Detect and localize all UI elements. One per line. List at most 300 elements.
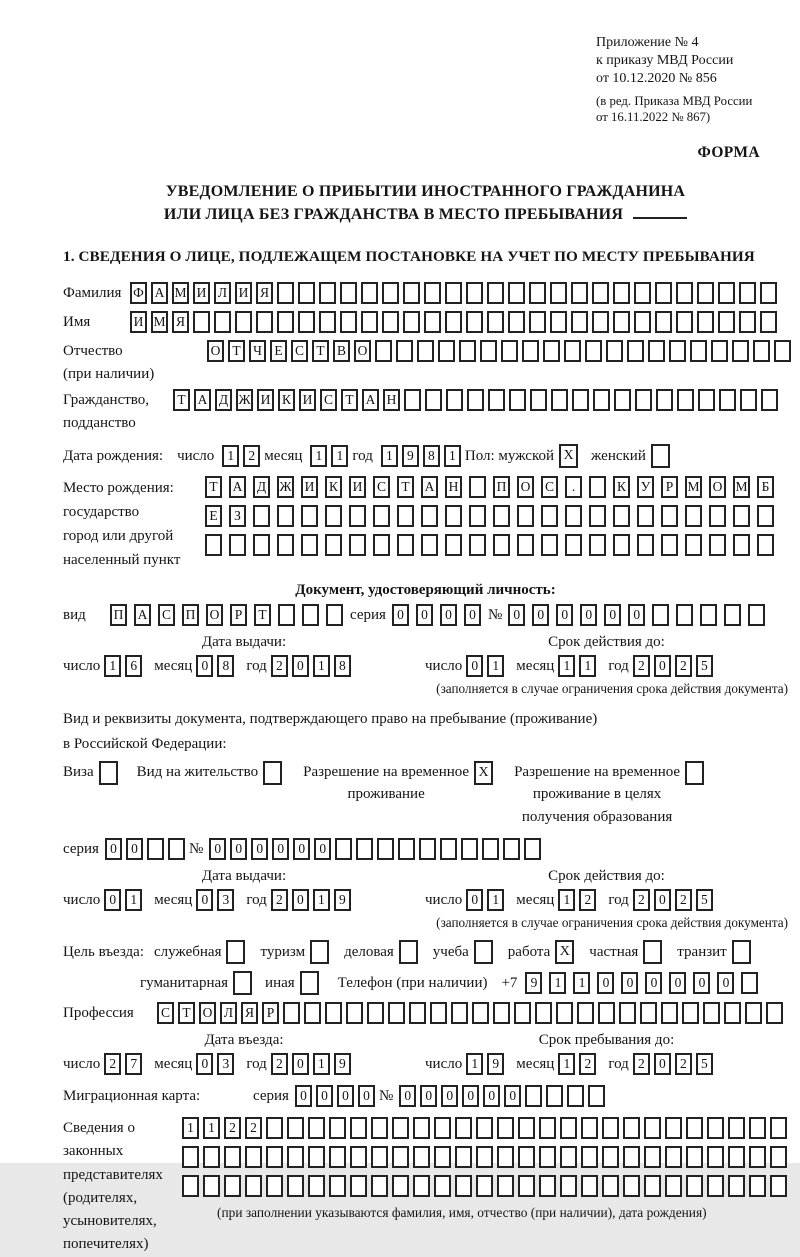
char-cell[interactable]	[392, 1175, 409, 1197]
char-cell[interactable]	[503, 838, 520, 860]
char-cell[interactable]	[613, 282, 630, 304]
char-cell[interactable]	[509, 389, 526, 411]
char-cell[interactable]	[770, 1175, 787, 1197]
char-cell[interactable]	[686, 1175, 703, 1197]
char-cell[interactable]	[451, 1002, 468, 1024]
char-cell[interactable]: О	[207, 340, 224, 362]
char-cell[interactable]: 6	[125, 655, 142, 677]
purpose-work-checkbox[interactable]: X	[555, 940, 574, 964]
char-cell[interactable]	[518, 1146, 535, 1168]
char-cell[interactable]	[728, 1117, 745, 1139]
char-cell[interactable]: И	[130, 311, 147, 333]
char-cell[interactable]: 0	[532, 604, 549, 626]
char-cell[interactable]	[606, 340, 623, 362]
char-cell[interactable]: 1	[310, 445, 327, 467]
char-cell[interactable]	[325, 1002, 342, 1024]
char-cell[interactable]	[440, 838, 457, 860]
char-cell[interactable]	[514, 1002, 531, 1024]
char-cell[interactable]: Д	[253, 476, 270, 498]
char-cell[interactable]: С	[291, 340, 308, 362]
char-cell[interactable]: Л	[220, 1002, 237, 1024]
char-cell[interactable]	[669, 340, 686, 362]
char-cell[interactable]: 0	[105, 838, 122, 860]
char-cell[interactable]	[421, 505, 438, 527]
char-cell[interactable]	[733, 534, 750, 556]
char-cell[interactable]	[392, 1146, 409, 1168]
char-cell[interactable]	[430, 1002, 447, 1024]
char-cell[interactable]	[377, 838, 394, 860]
char-cell[interactable]	[346, 1002, 363, 1024]
char-cell[interactable]	[445, 311, 462, 333]
char-cell[interactable]	[373, 534, 390, 556]
char-cell[interactable]	[697, 311, 714, 333]
char-cell[interactable]: 0	[604, 604, 621, 626]
char-cell[interactable]	[182, 1175, 199, 1197]
char-cell[interactable]	[340, 282, 357, 304]
char-cell[interactable]	[205, 534, 222, 556]
char-cell[interactable]: 1	[444, 445, 461, 467]
char-cell[interactable]	[298, 282, 315, 304]
char-cell[interactable]	[203, 1146, 220, 1168]
char-cell[interactable]	[301, 505, 318, 527]
char-cell[interactable]: Т	[312, 340, 329, 362]
char-cell[interactable]	[501, 340, 518, 362]
char-cell[interactable]	[560, 1175, 577, 1197]
char-cell[interactable]	[686, 1146, 703, 1168]
char-cell[interactable]	[382, 311, 399, 333]
char-cell[interactable]	[445, 534, 462, 556]
char-cell[interactable]	[757, 534, 774, 556]
char-cell[interactable]: Н	[383, 389, 400, 411]
char-cell[interactable]: 8	[217, 655, 234, 677]
sex-female-checkbox[interactable]	[651, 444, 670, 468]
char-cell[interactable]: 0	[669, 972, 686, 994]
char-cell[interactable]: М	[172, 282, 189, 304]
char-cell[interactable]	[476, 1117, 493, 1139]
char-cell[interactable]: 0	[392, 604, 409, 626]
char-cell[interactable]	[382, 282, 399, 304]
char-cell[interactable]	[147, 838, 164, 860]
char-cell[interactable]: О	[199, 1002, 216, 1024]
char-cell[interactable]: Е	[270, 340, 287, 362]
char-cell[interactable]	[749, 1146, 766, 1168]
char-cell[interactable]: 1	[331, 445, 348, 467]
char-cell[interactable]	[613, 505, 630, 527]
char-cell[interactable]: 0	[104, 889, 121, 911]
char-cell[interactable]	[340, 311, 357, 333]
char-cell[interactable]: Т	[254, 604, 271, 626]
char-cell[interactable]: Д	[215, 389, 232, 411]
char-cell[interactable]	[277, 534, 294, 556]
char-cell[interactable]: 0	[292, 889, 309, 911]
char-cell[interactable]	[397, 534, 414, 556]
char-cell[interactable]	[760, 282, 777, 304]
char-cell[interactable]	[461, 838, 478, 860]
char-cell[interactable]	[682, 1002, 699, 1024]
char-cell[interactable]	[703, 1002, 720, 1024]
char-cell[interactable]: М	[733, 476, 750, 498]
char-cell[interactable]	[403, 311, 420, 333]
char-cell[interactable]	[319, 311, 336, 333]
char-cell[interactable]	[404, 389, 421, 411]
char-cell[interactable]	[700, 604, 717, 626]
char-cell[interactable]: 2	[675, 889, 692, 911]
char-cell[interactable]: М	[685, 476, 702, 498]
char-cell[interactable]	[469, 534, 486, 556]
char-cell[interactable]: 5	[696, 655, 713, 677]
char-cell[interactable]: 0	[196, 655, 213, 677]
char-cell[interactable]: Ф	[130, 282, 147, 304]
char-cell[interactable]	[593, 389, 610, 411]
char-cell[interactable]	[302, 604, 319, 626]
char-cell[interactable]	[619, 1002, 636, 1024]
purpose-official-checkbox[interactable]	[226, 940, 245, 964]
char-cell[interactable]	[329, 1175, 346, 1197]
char-cell[interactable]	[644, 1117, 661, 1139]
char-cell[interactable]	[266, 1146, 283, 1168]
char-cell[interactable]: 2	[271, 1053, 288, 1075]
char-cell[interactable]: 0	[654, 1053, 671, 1075]
char-cell[interactable]: 0	[645, 972, 662, 994]
char-cell[interactable]	[585, 340, 602, 362]
char-cell[interactable]	[287, 1146, 304, 1168]
char-cell[interactable]: 9	[334, 1053, 351, 1075]
char-cell[interactable]: У	[637, 476, 654, 498]
char-cell[interactable]: А	[362, 389, 379, 411]
char-cell[interactable]: И	[349, 476, 366, 498]
char-cell[interactable]: А	[194, 389, 211, 411]
char-cell[interactable]: И	[301, 476, 318, 498]
char-cell[interactable]	[424, 311, 441, 333]
char-cell[interactable]: 2	[245, 1117, 262, 1139]
char-cell[interactable]	[467, 389, 484, 411]
char-cell[interactable]	[739, 282, 756, 304]
char-cell[interactable]	[497, 1175, 514, 1197]
char-cell[interactable]	[493, 534, 510, 556]
char-cell[interactable]: 0	[293, 838, 310, 860]
char-cell[interactable]	[565, 505, 582, 527]
char-cell[interactable]: Ж	[236, 389, 253, 411]
char-cell[interactable]	[371, 1117, 388, 1139]
char-cell[interactable]: Р	[262, 1002, 279, 1024]
char-cell[interactable]: Р	[230, 604, 247, 626]
char-cell[interactable]	[627, 340, 644, 362]
char-cell[interactable]	[592, 282, 609, 304]
char-cell[interactable]	[455, 1146, 472, 1168]
char-cell[interactable]	[224, 1175, 241, 1197]
char-cell[interactable]: 0	[628, 604, 645, 626]
char-cell[interactable]	[253, 534, 270, 556]
char-cell[interactable]	[560, 1117, 577, 1139]
char-cell[interactable]	[644, 1146, 661, 1168]
char-cell[interactable]: 2	[633, 1053, 650, 1075]
char-cell[interactable]	[637, 534, 654, 556]
char-cell[interactable]	[550, 311, 567, 333]
char-cell[interactable]	[396, 340, 413, 362]
char-cell[interactable]	[749, 1175, 766, 1197]
char-cell[interactable]	[398, 838, 415, 860]
char-cell[interactable]	[644, 1175, 661, 1197]
char-cell[interactable]	[256, 311, 273, 333]
char-cell[interactable]	[661, 505, 678, 527]
char-cell[interactable]	[524, 838, 541, 860]
char-cell[interactable]	[329, 1146, 346, 1168]
char-cell[interactable]	[413, 1146, 430, 1168]
char-cell[interactable]	[539, 1146, 556, 1168]
char-cell[interactable]: 1	[313, 655, 330, 677]
char-cell[interactable]	[350, 1175, 367, 1197]
char-cell[interactable]: 0	[251, 838, 268, 860]
char-cell[interactable]	[661, 534, 678, 556]
char-cell[interactable]	[698, 389, 715, 411]
char-cell[interactable]	[719, 389, 736, 411]
char-cell[interactable]	[707, 1175, 724, 1197]
char-cell[interactable]: О	[354, 340, 371, 362]
char-cell[interactable]	[308, 1117, 325, 1139]
char-cell[interactable]	[493, 505, 510, 527]
char-cell[interactable]: С	[373, 476, 390, 498]
char-cell[interactable]	[592, 311, 609, 333]
char-cell[interactable]	[397, 505, 414, 527]
char-cell[interactable]: 0	[314, 838, 331, 860]
char-cell[interactable]	[749, 1117, 766, 1139]
char-cell[interactable]	[424, 282, 441, 304]
char-cell[interactable]	[445, 505, 462, 527]
char-cell[interactable]	[518, 1175, 535, 1197]
char-cell[interactable]	[589, 534, 606, 556]
char-cell[interactable]	[419, 838, 436, 860]
char-cell[interactable]	[434, 1146, 451, 1168]
char-cell[interactable]: 0	[441, 1085, 458, 1107]
char-cell[interactable]	[287, 1175, 304, 1197]
char-cell[interactable]	[577, 1002, 594, 1024]
char-cell[interactable]	[409, 1002, 426, 1024]
char-cell[interactable]	[253, 505, 270, 527]
char-cell[interactable]: Л	[214, 282, 231, 304]
char-cell[interactable]	[417, 340, 434, 362]
char-cell[interactable]: В	[333, 340, 350, 362]
char-cell[interactable]	[602, 1117, 619, 1139]
char-cell[interactable]	[361, 311, 378, 333]
char-cell[interactable]: С	[157, 1002, 174, 1024]
char-cell[interactable]	[214, 311, 231, 333]
char-cell[interactable]	[455, 1175, 472, 1197]
char-cell[interactable]: 1	[125, 889, 142, 911]
char-cell[interactable]	[373, 505, 390, 527]
char-cell[interactable]	[508, 282, 525, 304]
residence-permit-checkbox[interactable]	[263, 761, 282, 785]
char-cell[interactable]	[229, 534, 246, 556]
char-cell[interactable]	[623, 1117, 640, 1139]
char-cell[interactable]: 0	[316, 1085, 333, 1107]
purpose-transit-checkbox[interactable]	[732, 940, 751, 964]
char-cell[interactable]	[168, 838, 185, 860]
char-cell[interactable]	[655, 282, 672, 304]
char-cell[interactable]: Ж	[277, 476, 294, 498]
char-cell[interactable]	[539, 1117, 556, 1139]
char-cell[interactable]: Т	[397, 476, 414, 498]
char-cell[interactable]: 0	[126, 838, 143, 860]
char-cell[interactable]	[283, 1002, 300, 1024]
char-cell[interactable]	[413, 1175, 430, 1197]
char-cell[interactable]	[770, 1117, 787, 1139]
char-cell[interactable]	[541, 534, 558, 556]
char-cell[interactable]	[349, 505, 366, 527]
char-cell[interactable]	[685, 534, 702, 556]
char-cell[interactable]	[466, 311, 483, 333]
char-cell[interactable]: З	[229, 505, 246, 527]
char-cell[interactable]	[623, 1146, 640, 1168]
char-cell[interactable]	[361, 282, 378, 304]
char-cell[interactable]	[434, 1117, 451, 1139]
char-cell[interactable]: 0	[693, 972, 710, 994]
char-cell[interactable]: К	[325, 476, 342, 498]
char-cell[interactable]: Р	[661, 476, 678, 498]
char-cell[interactable]	[588, 1085, 605, 1107]
char-cell[interactable]	[572, 389, 589, 411]
char-cell[interactable]	[602, 1175, 619, 1197]
char-cell[interactable]	[375, 340, 392, 362]
char-cell[interactable]	[277, 311, 294, 333]
char-cell[interactable]	[329, 1117, 346, 1139]
char-cell[interactable]: 0	[358, 1085, 375, 1107]
char-cell[interactable]: 8	[334, 655, 351, 677]
char-cell[interactable]	[602, 1146, 619, 1168]
char-cell[interactable]	[529, 282, 546, 304]
char-cell[interactable]	[455, 1117, 472, 1139]
char-cell[interactable]: 9	[402, 445, 419, 467]
char-cell[interactable]	[665, 1175, 682, 1197]
char-cell[interactable]	[677, 389, 694, 411]
purpose-humanitarian-checkbox[interactable]	[233, 971, 252, 995]
char-cell[interactable]	[517, 534, 534, 556]
char-cell[interactable]: И	[235, 282, 252, 304]
char-cell[interactable]	[413, 1117, 430, 1139]
char-cell[interactable]: 2	[579, 889, 596, 911]
char-cell[interactable]: 0	[654, 655, 671, 677]
char-cell[interactable]	[634, 311, 651, 333]
char-cell[interactable]	[403, 282, 420, 304]
char-cell[interactable]: С	[320, 389, 337, 411]
char-cell[interactable]: 0	[466, 889, 483, 911]
char-cell[interactable]	[356, 838, 373, 860]
char-cell[interactable]	[319, 282, 336, 304]
char-cell[interactable]: 8	[423, 445, 440, 467]
char-cell[interactable]	[517, 505, 534, 527]
char-cell[interactable]	[476, 1175, 493, 1197]
char-cell[interactable]	[350, 1117, 367, 1139]
char-cell[interactable]	[301, 534, 318, 556]
char-cell[interactable]	[685, 505, 702, 527]
char-cell[interactable]: 1	[573, 972, 590, 994]
char-cell[interactable]	[748, 604, 765, 626]
char-cell[interactable]: 1	[466, 1053, 483, 1075]
char-cell[interactable]	[718, 282, 735, 304]
char-cell[interactable]: 0	[621, 972, 638, 994]
char-cell[interactable]: 1	[381, 445, 398, 467]
char-cell[interactable]: 1	[313, 1053, 330, 1075]
char-cell[interactable]: П	[493, 476, 510, 498]
char-cell[interactable]: 0	[209, 838, 226, 860]
char-cell[interactable]	[774, 340, 791, 362]
char-cell[interactable]	[665, 1146, 682, 1168]
char-cell[interactable]	[757, 505, 774, 527]
char-cell[interactable]	[655, 311, 672, 333]
char-cell[interactable]	[753, 340, 770, 362]
char-cell[interactable]	[556, 1002, 573, 1024]
purpose-other-checkbox[interactable]	[300, 971, 319, 995]
char-cell[interactable]: 0	[272, 838, 289, 860]
char-cell[interactable]: М	[151, 311, 168, 333]
char-cell[interactable]: 2	[104, 1053, 121, 1075]
char-cell[interactable]	[634, 282, 651, 304]
char-cell[interactable]: 9	[525, 972, 542, 994]
char-cell[interactable]	[350, 1146, 367, 1168]
char-cell[interactable]: А	[151, 282, 168, 304]
char-cell[interactable]	[493, 1002, 510, 1024]
char-cell[interactable]: 0	[292, 1053, 309, 1075]
char-cell[interactable]	[446, 389, 463, 411]
char-cell[interactable]	[245, 1146, 262, 1168]
char-cell[interactable]	[529, 311, 546, 333]
char-cell[interactable]: 0	[654, 889, 671, 911]
char-cell[interactable]	[278, 604, 295, 626]
char-cell[interactable]: Н	[445, 476, 462, 498]
char-cell[interactable]: 2	[271, 889, 288, 911]
char-cell[interactable]	[539, 1175, 556, 1197]
char-cell[interactable]	[697, 282, 714, 304]
char-cell[interactable]	[652, 604, 669, 626]
char-cell[interactable]: 1	[558, 1053, 575, 1075]
purpose-tourism-checkbox[interactable]	[310, 940, 329, 964]
char-cell[interactable]: Т	[178, 1002, 195, 1024]
char-cell[interactable]: С	[541, 476, 558, 498]
char-cell[interactable]	[546, 1085, 563, 1107]
char-cell[interactable]: 1	[313, 889, 330, 911]
char-cell[interactable]	[480, 340, 497, 362]
char-cell[interactable]: 3	[217, 1053, 234, 1075]
char-cell[interactable]	[740, 389, 757, 411]
char-cell[interactable]: 0	[440, 604, 457, 626]
char-cell[interactable]: 3	[217, 889, 234, 911]
char-cell[interactable]	[497, 1117, 514, 1139]
char-cell[interactable]	[535, 1002, 552, 1024]
char-cell[interactable]	[581, 1146, 598, 1168]
purpose-private-checkbox[interactable]	[643, 940, 662, 964]
char-cell[interactable]: 0	[580, 604, 597, 626]
char-cell[interactable]	[564, 340, 581, 362]
char-cell[interactable]: 0	[556, 604, 573, 626]
char-cell[interactable]	[487, 311, 504, 333]
char-cell[interactable]: Е	[205, 505, 222, 527]
char-cell[interactable]	[589, 476, 606, 498]
char-cell[interactable]: 0	[337, 1085, 354, 1107]
char-cell[interactable]	[565, 534, 582, 556]
char-cell[interactable]: 0	[597, 972, 614, 994]
char-cell[interactable]	[637, 505, 654, 527]
char-cell[interactable]: А	[421, 476, 438, 498]
char-cell[interactable]: Т	[173, 389, 190, 411]
char-cell[interactable]: 0	[483, 1085, 500, 1107]
char-cell[interactable]	[623, 1175, 640, 1197]
char-cell[interactable]	[266, 1175, 283, 1197]
sex-male-checkbox[interactable]: X	[559, 444, 578, 468]
char-cell[interactable]	[434, 1175, 451, 1197]
char-cell[interactable]: 1	[549, 972, 566, 994]
char-cell[interactable]: 0	[230, 838, 247, 860]
char-cell[interactable]	[466, 282, 483, 304]
char-cell[interactable]: С	[158, 604, 175, 626]
